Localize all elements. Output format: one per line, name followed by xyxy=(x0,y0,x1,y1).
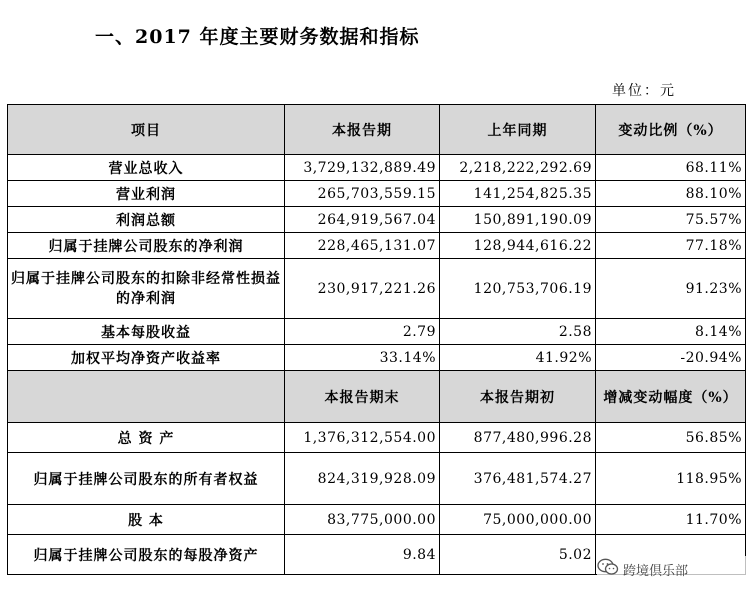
row-value-prior: 2.58 xyxy=(440,319,596,345)
row-value-prior: 120,753,706.19 xyxy=(440,259,596,319)
table-row xyxy=(8,505,746,535)
row-value-change: 68.11% xyxy=(596,155,746,181)
header-period-start: 本报告期初 xyxy=(440,371,596,423)
row-value-start: 75,000,000.00 xyxy=(440,505,596,535)
row-value-current: 264,919,567.04 xyxy=(285,207,440,233)
row-value-end: 824,319,928.09 xyxy=(285,453,440,505)
row-label: 股 本 xyxy=(8,505,285,535)
financial-data-table xyxy=(7,104,746,575)
row-value-prior: 2,218,222,292.69 xyxy=(440,155,596,181)
row-label: 归属于挂牌公司股东的扣除非经常性损益的净利润 xyxy=(8,259,285,319)
row-value-prior: 150,891,190.09 xyxy=(440,207,596,233)
table-row xyxy=(8,181,746,207)
row-value-current: 2.79 xyxy=(285,319,440,345)
row-value-change: 75.57% xyxy=(596,207,746,233)
wechat-watermark xyxy=(597,556,747,582)
header-change-range: 增减变动幅度（%） xyxy=(596,371,746,423)
row-label: 归属于挂牌公司股东的所有者权益 xyxy=(8,453,285,505)
row-value-prior: 41.92% xyxy=(440,345,596,371)
header-change-ratio: 变动比例（%） xyxy=(596,105,746,155)
row-label: 营业总收入 xyxy=(8,155,285,181)
table-subheader-row xyxy=(8,371,746,423)
row-label: 归属于挂牌公司股东的每股净资产 xyxy=(8,535,285,575)
table-row xyxy=(8,259,746,319)
row-label: 营业利润 xyxy=(8,181,285,207)
row-value-current: 3,729,132,889.49 xyxy=(285,155,440,181)
row-value-end: 83,775,000.00 xyxy=(285,505,440,535)
row-value-change: 56.85% xyxy=(596,423,746,453)
table-row xyxy=(8,423,746,453)
header-item: 项目 xyxy=(8,105,285,155)
row-value-change: 77.18% xyxy=(596,233,746,259)
watermark-text: 跨境倶乐部 xyxy=(623,563,689,579)
row-value-change: 88.10% xyxy=(596,181,746,207)
row-value-current: 230,917,221.26 xyxy=(285,259,440,319)
header-prior-period: 上年同期 xyxy=(440,105,596,155)
header-current-period: 本报告期 xyxy=(285,105,440,155)
table-row xyxy=(8,453,746,505)
row-value-current: 33.14% xyxy=(285,345,440,371)
row-value-prior: 128,944,616.22 xyxy=(440,233,596,259)
row-label: 总 资 产 xyxy=(8,423,285,453)
row-value-current: 265,703,559.15 xyxy=(285,181,440,207)
table-row xyxy=(8,319,746,345)
row-value-end: 1,376,312,554.00 xyxy=(285,423,440,453)
header-period-end: 本报告期末 xyxy=(285,371,440,423)
row-label: 基本每股收益 xyxy=(8,319,285,345)
row-value-change: 118.95% xyxy=(596,453,746,505)
table-row xyxy=(8,155,746,181)
row-value-end: 9.84 xyxy=(285,535,440,575)
row-value-change: 8.14% xyxy=(596,319,746,345)
header-blank xyxy=(8,371,285,423)
row-label: 归属于挂牌公司股东的净利润 xyxy=(8,233,285,259)
row-value-start: 376,481,574.27 xyxy=(440,453,596,505)
section-heading: 一、2017 年度主要财务数据和指标 xyxy=(95,26,420,48)
row-value-start: 877,480,996.28 xyxy=(440,423,596,453)
table-row xyxy=(8,207,746,233)
table-header-row xyxy=(8,105,746,155)
row-value-prior: 141,254,825.35 xyxy=(440,181,596,207)
row-value-current: 228,465,131.07 xyxy=(285,233,440,259)
row-label: 加权平均净资产收益率 xyxy=(8,345,285,371)
row-value-start: 5.02 xyxy=(440,535,596,575)
table-row xyxy=(8,233,746,259)
row-value-change: -20.94% xyxy=(596,345,746,371)
row-label: 利润总额 xyxy=(8,207,285,233)
unit-label: 单位：元 xyxy=(612,83,676,99)
row-value-change: 91.23% xyxy=(596,259,746,319)
row-value-change: 11.70% xyxy=(596,505,746,535)
wechat-icon xyxy=(597,558,623,580)
table-row xyxy=(8,345,746,371)
